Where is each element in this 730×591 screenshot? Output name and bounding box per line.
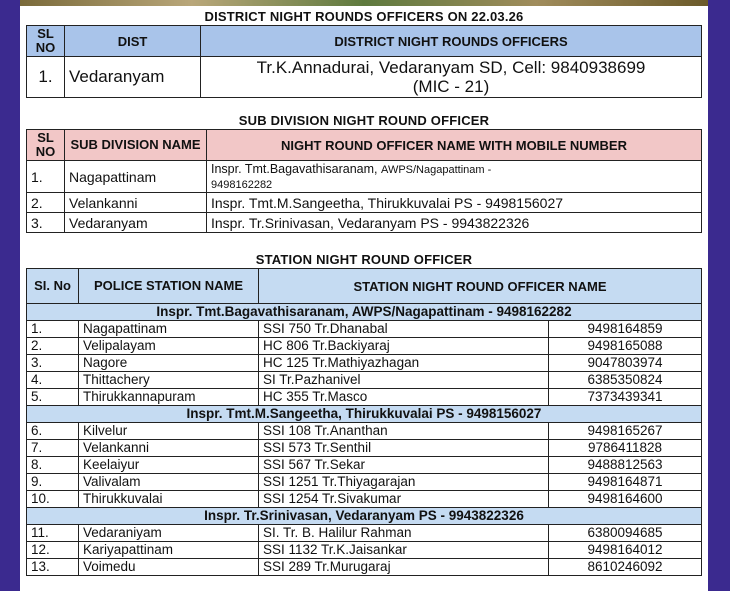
sl-cell: 3. bbox=[27, 355, 79, 372]
table-row bbox=[27, 355, 702, 372]
officer-cell: SSI 1132 Tr.K.Jaisankar bbox=[259, 542, 549, 559]
sl-cell: 13. bbox=[27, 559, 79, 576]
table-row bbox=[27, 389, 702, 406]
group-heading-row bbox=[27, 304, 702, 321]
officer-cell bbox=[207, 161, 702, 193]
district-table bbox=[26, 25, 702, 98]
officer-cell: Inspr. Tr.Srinivasan, Vedaranyam PS - 9943822326 bbox=[207, 213, 702, 233]
sl-cell: 1. bbox=[27, 161, 65, 193]
sl-cell: 7. bbox=[27, 440, 79, 457]
officer-cell: SSI 567 Tr.Sekar bbox=[259, 457, 549, 474]
police-station-header: POLICE STATION NAME bbox=[79, 269, 259, 304]
police-station-cell: Kariyapattinam bbox=[79, 542, 259, 559]
subdivision-name-header: SUB DIVISION NAME bbox=[65, 130, 207, 161]
officer-cell: SI Tr.Pazhanivel bbox=[259, 372, 549, 389]
station-title: STATION NIGHT ROUND OFFICER bbox=[255, 252, 473, 267]
officer-cell: SSI 750 Tr.Dhanabal bbox=[259, 321, 549, 338]
officer-cell: SSI 573 Tr.Senthil bbox=[259, 440, 549, 457]
phone-cell: 9498164012 bbox=[549, 542, 702, 559]
table-row bbox=[27, 321, 702, 338]
subdivision-table bbox=[26, 129, 702, 233]
sl-header: SL NO bbox=[27, 26, 65, 57]
phone-cell: 9498164871 bbox=[549, 474, 702, 491]
station-table bbox=[26, 268, 702, 576]
sl-cell: 5. bbox=[27, 389, 79, 406]
header-photo-strip bbox=[20, 0, 708, 6]
police-station-cell: Thirukkuvalai bbox=[79, 491, 259, 508]
table-row bbox=[27, 474, 702, 491]
officer-phone: 9498162282 bbox=[211, 178, 273, 191]
officer-cell: Inspr. Tmt.M.Sangeetha, Thirukkuvalai PS - 9498156027 bbox=[207, 193, 702, 213]
officer-cell: HC 355 Tr.Masco bbox=[259, 389, 549, 406]
phone-cell: 9488812563 bbox=[549, 457, 702, 474]
officer-name: Inspr. Tmt.Bagavathisaranam, bbox=[211, 161, 378, 176]
officer-cell: SSI 1251 Tr.Thiyagarajan bbox=[259, 474, 549, 491]
station-officer-header: STATION NIGHT ROUND OFFICER NAME bbox=[259, 269, 702, 304]
table-row bbox=[27, 542, 702, 559]
officer-cell: HC 125 Tr.Mathiyazhagan bbox=[259, 355, 549, 372]
group-heading-row bbox=[27, 508, 702, 525]
officer-cell: SSI 289 Tr.Murugaraj bbox=[259, 559, 549, 576]
group-heading: Inspr. Tr.Srinivasan, Vedaranyam PS - 9943822326 bbox=[27, 508, 702, 525]
officer-cell: HC 806 Tr.Backiyaraj bbox=[259, 338, 549, 355]
police-station-cell: Nagapattinam bbox=[79, 321, 259, 338]
subdivision-name-cell: Nagapattinam bbox=[65, 161, 207, 193]
sl-header: SL NO bbox=[27, 130, 65, 161]
police-station-cell: Valivalam bbox=[79, 474, 259, 491]
police-station-cell: Velankanni bbox=[79, 440, 259, 457]
police-station-cell: Thittachery bbox=[79, 372, 259, 389]
table-row bbox=[27, 457, 702, 474]
officers-header: DISTRICT NIGHT ROUNDS OFFICERS bbox=[201, 26, 702, 57]
table-row bbox=[27, 57, 702, 98]
phone-cell: 6385350824 bbox=[549, 372, 702, 389]
phone-cell: 6380094685 bbox=[549, 525, 702, 542]
phone-cell: 9047803974 bbox=[549, 355, 702, 372]
phone-cell: 9786411828 bbox=[549, 440, 702, 457]
phone-cell: 9498165088 bbox=[549, 338, 702, 355]
sl-cell: 11. bbox=[27, 525, 79, 542]
table-row bbox=[27, 213, 702, 233]
police-station-cell: Voimedu bbox=[79, 559, 259, 576]
sl-cell: 3. bbox=[27, 213, 65, 233]
sl-cell: 1. bbox=[27, 321, 79, 338]
sl-cell: 10. bbox=[27, 491, 79, 508]
officer-cell: SSI 108 Tr.Ananthan bbox=[259, 423, 549, 440]
sl-cell: 2. bbox=[27, 193, 65, 213]
officer-station: AWPS/Nagapattinam - bbox=[381, 163, 492, 176]
group-heading-row bbox=[27, 406, 702, 423]
officer-cell: SI. Tr. B. Halilur Rahman bbox=[259, 525, 549, 542]
sl-cell: 1. bbox=[27, 57, 65, 98]
document-sheet bbox=[20, 0, 708, 591]
subdivision-header-row bbox=[27, 130, 702, 161]
sl-cell: 12. bbox=[27, 542, 79, 559]
phone-cell: 9498164600 bbox=[549, 491, 702, 508]
group-heading: Inspr. Tmt.Bagavathisaranam, AWPS/Nagapattinam - 9498162282 bbox=[27, 304, 702, 321]
subdivision-name-cell: Vedaranyam bbox=[65, 213, 207, 233]
officer-header: NIGHT ROUND OFFICER NAME WITH MOBILE NUMBER bbox=[207, 130, 702, 161]
police-station-cell: Velipalayam bbox=[79, 338, 259, 355]
sl-cell: 2. bbox=[27, 338, 79, 355]
district-officer-cell: Tr.K.Annadurai, Vedaranyam SD, Cell: 9840938699 (MIC - 21) bbox=[201, 57, 702, 98]
phone-cell: 9498165267 bbox=[549, 423, 702, 440]
sl-cell: 8. bbox=[27, 457, 79, 474]
group-heading: Inspr. Tmt.M.Sangeetha, Thirukkuvalai PS - 9498156027 bbox=[27, 406, 702, 423]
table-row bbox=[27, 193, 702, 213]
station-header-row bbox=[27, 269, 702, 304]
sl-cell: 9. bbox=[27, 474, 79, 491]
officer-cell: SSI 1254 Tr.Sivakumar bbox=[259, 491, 549, 508]
table-row bbox=[27, 423, 702, 440]
police-station-cell: Thirukkannapuram bbox=[79, 389, 259, 406]
district-header-row bbox=[27, 26, 702, 57]
table-row bbox=[27, 161, 702, 193]
police-station-cell: Kilvelur bbox=[79, 423, 259, 440]
table-row bbox=[27, 525, 702, 542]
district-title: DISTRICT NIGHT ROUNDS OFFICERS ON 22.03.26 bbox=[204, 9, 524, 24]
table-row bbox=[27, 491, 702, 508]
police-station-cell: Nagore bbox=[79, 355, 259, 372]
phone-cell: 9498164859 bbox=[549, 321, 702, 338]
table-row bbox=[27, 372, 702, 389]
sl-cell: 6. bbox=[27, 423, 79, 440]
table-row bbox=[27, 559, 702, 576]
sl-cell: 4. bbox=[27, 372, 79, 389]
police-station-cell: Keelaiyur bbox=[79, 457, 259, 474]
table-row bbox=[27, 440, 702, 457]
table-row bbox=[27, 338, 702, 355]
subdivision-name-cell: Velankanni bbox=[65, 193, 207, 213]
phone-cell: 7373439341 bbox=[549, 389, 702, 406]
police-station-cell: Vedaraniyam bbox=[79, 525, 259, 542]
subdivision-title: SUB DIVISION NIGHT ROUND OFFICER bbox=[238, 113, 490, 128]
district-cell: Vedaranyam bbox=[65, 57, 201, 98]
dist-header: DIST bbox=[65, 26, 201, 57]
sl-header: SI. No bbox=[27, 269, 79, 304]
phone-cell: 8610246092 bbox=[549, 559, 702, 576]
